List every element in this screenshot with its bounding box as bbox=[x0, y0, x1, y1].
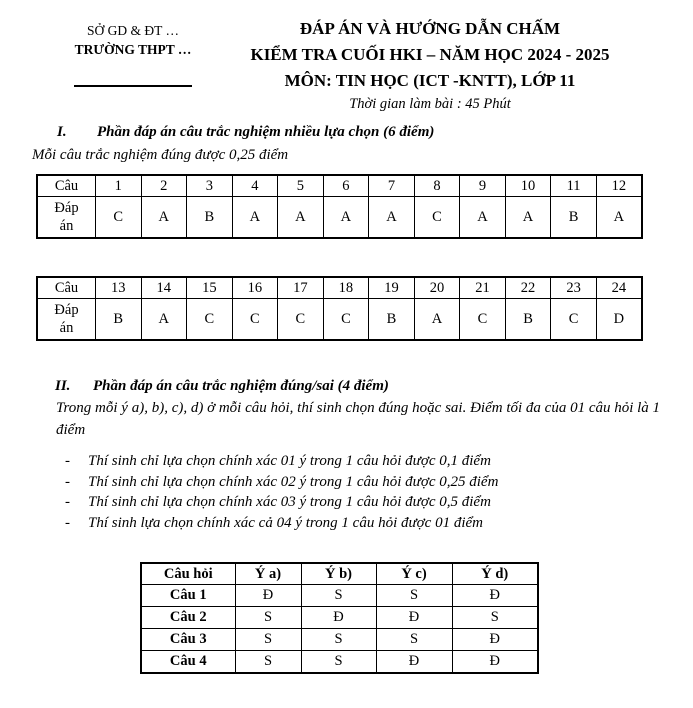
question-number-cell: 4 bbox=[232, 175, 278, 197]
answer-cell: A bbox=[323, 197, 369, 239]
question-number-cell: 10 bbox=[505, 175, 551, 197]
answer-cell: C bbox=[460, 299, 506, 341]
document-title: ĐÁP ÁN VÀ HƯỚNG DẪN CHẤM bbox=[299, 19, 561, 38]
tf-header-d: Ý d) bbox=[452, 563, 538, 585]
answer-cell: A bbox=[505, 197, 551, 239]
question-number-row bbox=[37, 277, 642, 299]
answer-label-cell bbox=[37, 197, 96, 239]
question-number-cell: 19 bbox=[369, 277, 415, 299]
question-number-cell: 1 bbox=[96, 175, 142, 197]
question-number-cell: 3 bbox=[187, 175, 233, 197]
section-2-heading bbox=[55, 378, 389, 395]
grading-rule-text: Thí sinh chỉ lựa chọn chính xác 03 ý trong 1 câu hỏi được 0,5 điểm bbox=[88, 494, 491, 510]
question-number-cell: 20 bbox=[414, 277, 460, 299]
tf-answer-cell: S bbox=[235, 651, 301, 674]
bullet-dash: - bbox=[65, 453, 70, 469]
answer-label-text: Đáp án bbox=[54, 200, 79, 234]
grading-rule-text: Thí sinh lựa chọn chính xác cả 04 ý trong 1 câu hỏi được 01 điểm bbox=[88, 514, 484, 531]
tf-row bbox=[141, 585, 538, 607]
question-number-cell: 17 bbox=[278, 277, 324, 299]
grading-rule-item bbox=[65, 513, 498, 534]
question-label-cell: Câu bbox=[37, 175, 96, 197]
tf-row-label: Câu 4 bbox=[141, 651, 235, 674]
answer-cell: C bbox=[278, 299, 324, 341]
answer-cell: A bbox=[278, 197, 324, 239]
answer-cell: A bbox=[414, 299, 460, 341]
tf-row bbox=[141, 629, 538, 651]
answer-cell: C bbox=[323, 299, 369, 341]
question-number-cell: 13 bbox=[96, 277, 142, 299]
subject-line: MÔN: TIN HỌC (ICT -KNTT), LỚP 11 bbox=[284, 71, 576, 90]
grading-rule-item bbox=[65, 472, 498, 493]
question-number-cell: 23 bbox=[551, 277, 597, 299]
tf-header-b: Ý b) bbox=[301, 563, 376, 585]
answer-cell: C bbox=[187, 299, 233, 341]
section-2-title: Phần đáp án câu trắc nghiệm đúng/sai (4 điểm) bbox=[93, 378, 389, 394]
tf-row-label: Câu 3 bbox=[141, 629, 235, 651]
org-department: SỞ GD & ĐT … bbox=[86, 23, 179, 38]
question-number-cell: 14 bbox=[141, 277, 187, 299]
answer-row bbox=[37, 197, 642, 239]
tf-answer-cell: Đ bbox=[452, 651, 538, 674]
question-number-cell: 9 bbox=[460, 175, 506, 197]
tf-answer-cell: S bbox=[301, 629, 376, 651]
question-number-cell: 21 bbox=[460, 277, 506, 299]
signature-line bbox=[74, 85, 192, 87]
question-number-cell: 22 bbox=[505, 277, 551, 299]
tf-header-row bbox=[141, 563, 538, 585]
section-2-numeral: II. bbox=[55, 378, 71, 394]
tf-answer-cell: S bbox=[376, 585, 452, 607]
exam-name: KIỂM TRA CUỐI HKI – NĂM HỌC 2024 - 2025 bbox=[250, 45, 610, 64]
tf-row-label: Câu 2 bbox=[141, 607, 235, 629]
tf-answer-cell: S bbox=[452, 607, 538, 629]
tf-header-c: Ý c) bbox=[376, 563, 452, 585]
question-number-cell: 6 bbox=[323, 175, 369, 197]
tf-answer-cell: Đ bbox=[235, 585, 301, 607]
answer-cell: A bbox=[141, 299, 187, 341]
question-label-cell: Câu bbox=[37, 277, 96, 299]
mcq-answer-table-2 bbox=[36, 276, 643, 341]
answer-cell: C bbox=[551, 299, 597, 341]
question-number-cell: 18 bbox=[323, 277, 369, 299]
tf-answer-cell: Đ bbox=[452, 629, 538, 651]
issuing-org-block bbox=[58, 21, 208, 87]
tf-row bbox=[141, 607, 538, 629]
section-1-heading bbox=[57, 124, 434, 141]
answer-cell: A bbox=[232, 197, 278, 239]
grading-rules-list bbox=[65, 451, 498, 533]
tf-answer-cell: S bbox=[301, 585, 376, 607]
tf-row-label: Câu 1 bbox=[141, 585, 235, 607]
tf-answer-cell: Đ bbox=[376, 651, 452, 674]
org-school-name: TRƯỜNG THPT … bbox=[74, 42, 192, 57]
tf-answer-cell: S bbox=[376, 629, 452, 651]
question-number-cell: 11 bbox=[551, 175, 597, 197]
question-number-cell: 7 bbox=[369, 175, 415, 197]
bullet-dash: - bbox=[65, 514, 70, 531]
answer-label-text: Đáp án bbox=[54, 302, 79, 336]
answer-cell: C bbox=[232, 299, 278, 341]
answer-label-cell bbox=[37, 299, 96, 341]
answer-cell: B bbox=[187, 197, 233, 239]
question-number-row bbox=[37, 175, 642, 197]
grading-rule-text: Thí sinh chỉ lựa chọn chính xác 02 ý trong 1 câu hỏi được 0,25 điểm bbox=[88, 473, 499, 490]
section-2-intro: Trong mỗi ý a), b), c), d) ở mỗi câu hỏi, thí sinh chọn đúng hoặc sai. Điểm tối đa của 01 câu hỏi là 1 điểm bbox=[56, 400, 661, 438]
tf-header-question: Câu hỏi bbox=[141, 563, 235, 585]
section-1-title: Phần đáp án câu trắc nghiệm nhiều lựa chọn (6 điểm) bbox=[97, 124, 435, 140]
true-false-answer-table bbox=[140, 562, 539, 674]
question-number-cell: 8 bbox=[414, 175, 460, 197]
answer-cell: A bbox=[141, 197, 187, 239]
answer-cell: B bbox=[96, 299, 142, 341]
answer-cell: B bbox=[551, 197, 597, 239]
tf-answer-cell: S bbox=[235, 607, 301, 629]
tf-answer-cell: Đ bbox=[301, 607, 376, 629]
tf-row bbox=[141, 651, 538, 674]
tf-answer-cell: Đ bbox=[376, 607, 452, 629]
answer-row bbox=[37, 299, 642, 341]
section-1-numeral: I. bbox=[57, 124, 67, 140]
section-1-note: Mỗi câu trắc nghiệm đúng được 0,25 điểm bbox=[32, 147, 289, 163]
question-number-cell: 24 bbox=[596, 277, 642, 299]
document-title-block bbox=[195, 16, 665, 115]
grading-rule-text: Thí sinh chỉ lựa chọn chính xác 01 ý trong 1 câu hỏi được 0,1 điểm bbox=[88, 453, 491, 469]
answer-cell: B bbox=[369, 299, 415, 341]
answer-cell: D bbox=[596, 299, 642, 341]
answer-cell: C bbox=[414, 197, 460, 239]
question-number-cell: 2 bbox=[141, 175, 187, 197]
question-number-cell: 16 bbox=[232, 277, 278, 299]
tf-answer-cell: S bbox=[235, 629, 301, 651]
answer-cell: B bbox=[505, 299, 551, 341]
bullet-dash: - bbox=[65, 494, 70, 510]
grading-rule-item bbox=[65, 492, 498, 513]
exam-duration: Thời gian làm bài : 45 Phút bbox=[349, 96, 511, 112]
question-number-cell: 12 bbox=[596, 175, 642, 197]
answer-cell: A bbox=[369, 197, 415, 239]
tf-answer-cell: Đ bbox=[452, 585, 538, 607]
tf-answer-cell: S bbox=[301, 651, 376, 674]
answer-cell: C bbox=[96, 197, 142, 239]
question-number-cell: 15 bbox=[187, 277, 233, 299]
bullet-dash: - bbox=[65, 473, 70, 490]
answer-cell: A bbox=[596, 197, 642, 239]
grading-rule-item bbox=[65, 451, 498, 472]
tf-header-a: Ý a) bbox=[235, 563, 301, 585]
question-number-cell: 5 bbox=[278, 175, 324, 197]
answer-cell: A bbox=[460, 197, 506, 239]
mcq-answer-table-1 bbox=[36, 174, 643, 239]
